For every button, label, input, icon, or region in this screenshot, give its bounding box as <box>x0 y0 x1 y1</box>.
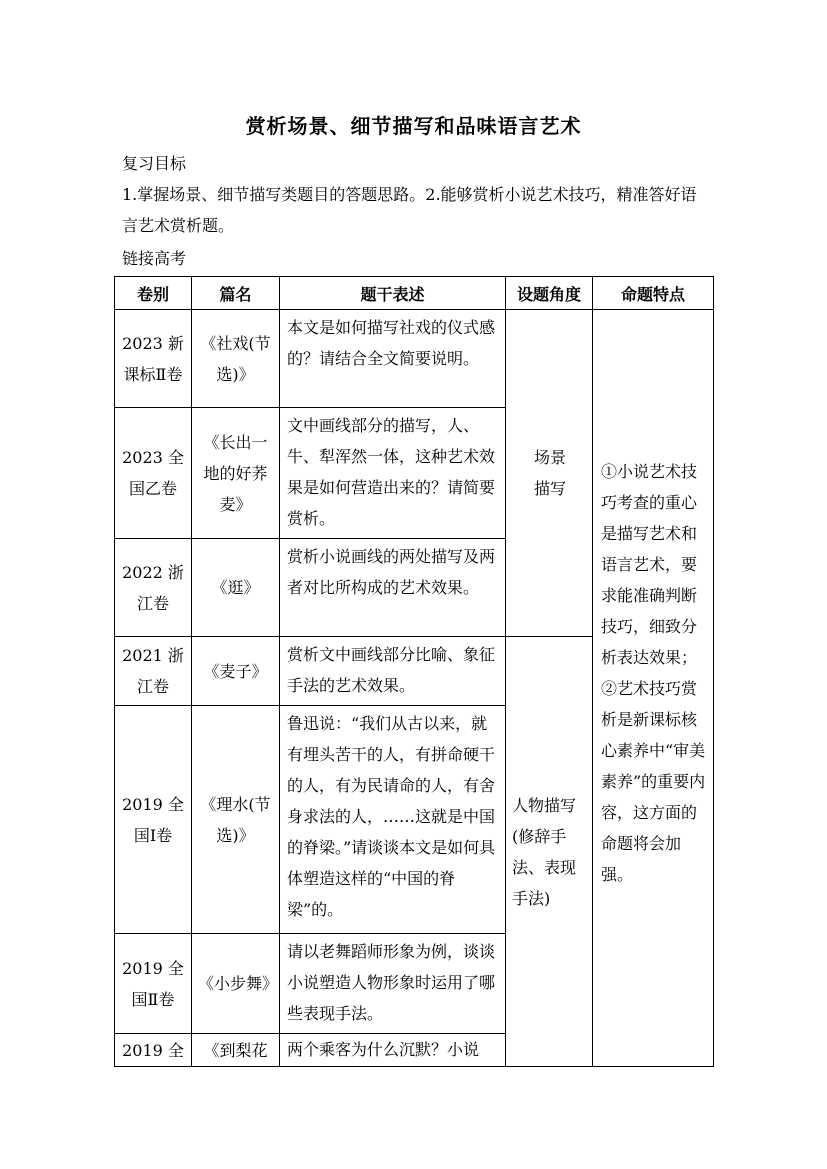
cell-paper: 2019 全国Ⅰ卷 <box>115 706 192 934</box>
header-paper: 卷别 <box>115 277 192 310</box>
exam-table <box>114 276 714 1067</box>
cell-paper: 2019 全国Ⅱ卷 <box>115 934 192 1034</box>
header-description: 题干表述 <box>280 277 506 310</box>
cell-description: 赏析小说画线的两处描写及两者对比所构成的艺术效果。 <box>280 539 506 637</box>
cell-description: 本文是如何描写社戏的仪式感的？请结合全文简要说明。 <box>280 310 506 408</box>
cell-description: 鲁迅说：“我们从古以来，就有埋头苦干的人，有拼命硬干的人，有为民请命的人，有舍身求法的人，……这就是中国的脊梁。”请谈谈本文是如何具体塑造这样的“中国的脊梁”的。 <box>280 706 506 934</box>
cell-description: 请以老舞蹈师形象为例，谈谈小说塑造人物形象时运用了哪些表现手法。 <box>280 934 506 1034</box>
cell-paper: 2023 新课标Ⅱ卷 <box>115 310 192 408</box>
cell-description: 两个乘客为什么沉默？小说 <box>280 1034 506 1067</box>
cell-title: 《到梨花 <box>192 1034 280 1067</box>
review-goals-text: 1.掌握场景、细节描写类题目的答题思路。2.能够赏析小说艺术技巧，精准答好语言艺术赏析题。 <box>122 185 697 235</box>
section-heading-exam: 链接高考 <box>122 249 187 268</box>
section-heading-review: 复习目标 <box>122 154 187 173</box>
cell-paper: 2021 浙江卷 <box>115 637 192 706</box>
cell-description: 赏析文中画线部分比喻、象征手法的艺术效果。 <box>280 637 506 706</box>
cell-title: 《麦子》 <box>192 637 280 706</box>
cell-features: ①小说艺术技巧考查的重心是描写艺术和语言艺术，要求能准确判断技巧，细致分析表达效果；②艺术技巧赏析是新课标核心素养中“审美素养”的重要内容，这方面的命题将会加强。 <box>593 310 714 1067</box>
cell-title: 《社戏(节选)》 <box>192 310 280 408</box>
cell-angle-character: 人物描写(修辞手法、表现手法) <box>506 637 593 1067</box>
table-row <box>115 310 714 408</box>
cell-paper: 2023 全国乙卷 <box>115 408 192 539</box>
table-header-row <box>115 277 714 310</box>
header-features: 命题特点 <box>593 277 714 310</box>
cell-title: 《理水(节选)》 <box>192 706 280 934</box>
cell-description: 文中画线部分的描写，人、牛、犁浑然一体，这种艺术效果是如何营造出来的？请简要赏析。 <box>280 408 506 539</box>
header-title: 篇名 <box>192 277 280 310</box>
cell-paper: 2019 全 <box>115 1034 192 1067</box>
cell-angle-scene <box>506 310 593 637</box>
cell-title: 《长出一地的好荞麦》 <box>192 408 280 539</box>
header-angle: 设题角度 <box>506 277 593 310</box>
cell-title: 《小步舞》 <box>192 934 280 1034</box>
cell-paper: 2022 浙江卷 <box>115 539 192 637</box>
cell-title: 《逛》 <box>192 539 280 637</box>
page-title: 赏析场景、细节描写和品味语言艺术 <box>245 114 582 138</box>
angle-scene-text: 场景描写 <box>533 448 566 498</box>
